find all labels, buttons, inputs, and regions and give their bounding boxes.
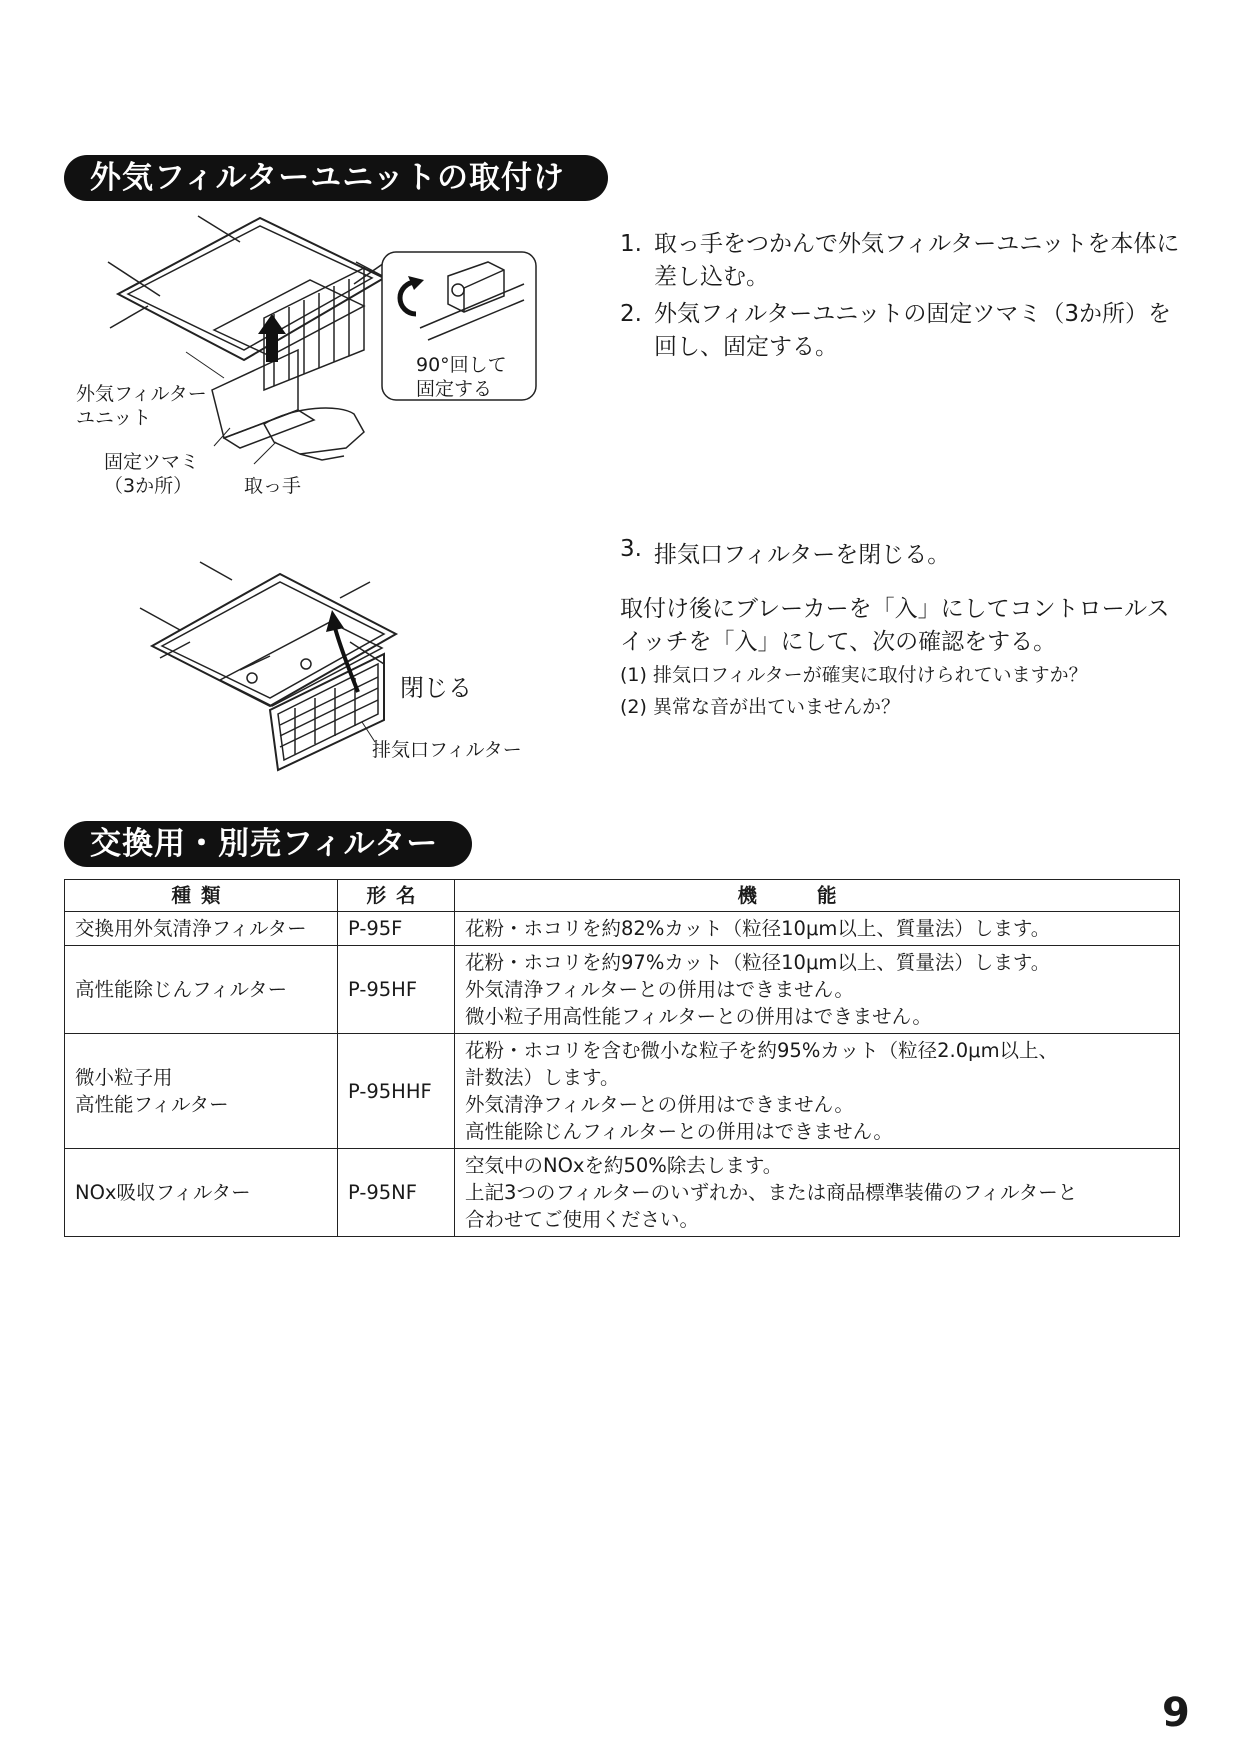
header-function: 機能 xyxy=(455,880,1180,912)
label-close: 閉じる xyxy=(400,674,472,702)
confirmation-block xyxy=(620,593,1180,723)
install-diagram xyxy=(64,210,554,510)
check-item-1: (1) 排気口フィルターが確実に取付けられていますか？ xyxy=(620,664,1088,686)
table-row xyxy=(65,1034,1180,1149)
cell-function: 花粉・ホコリを約82%カット（粒径10μm以上、質量法）します。 xyxy=(455,912,1180,946)
label-filter-unit: 外気フィルター ユニット xyxy=(76,383,207,429)
cell-type: NOx吸収フィルター xyxy=(65,1149,338,1237)
cell-model: P-95NF xyxy=(338,1149,455,1237)
label-handle: 取っ手 xyxy=(244,475,302,497)
section-title-filters: 交換用・別売フィルター xyxy=(64,821,472,867)
cell-type: 交換用外気清浄フィルター xyxy=(65,912,338,946)
close-exhaust-diagram xyxy=(120,560,540,780)
check-item-2: (2) 異常な音が出ていませんか？ xyxy=(620,696,900,718)
cell-function: 花粉・ホコリを約97%カット（粒径10μm以上、質量法）します。 外気清浄フィルターとの併用はできません。 微小粒子用高性能フィルターとの併用はできません。 xyxy=(455,946,1180,1034)
step-3: 3. 排気口フィルターを閉じる。 xyxy=(620,536,951,568)
header-model: 形名 xyxy=(338,880,455,912)
page-number: 9 xyxy=(1162,1690,1190,1736)
table-row xyxy=(65,912,1180,946)
cell-model: P-95HF xyxy=(338,946,455,1034)
step-1: 1. 取っ手をつかんで外気フィルターユニットを本体に差し込む。 xyxy=(620,231,1180,290)
cell-model: P-95HHF xyxy=(338,1034,455,1149)
table-row xyxy=(65,1149,1180,1237)
label-exhaust-filter: 排気口フィルター xyxy=(372,739,522,761)
confirmation-intro: 取付け後にブレーカーを「入」にしてコントロールスイッチを「入」にして、次の確認をする。 xyxy=(620,596,1170,655)
callout-turn-text: 90°回して 固定する xyxy=(416,354,507,400)
filter-table xyxy=(64,879,1180,1237)
section-title-install: 外気フィルターユニットの取付け xyxy=(64,155,608,201)
install-steps xyxy=(620,228,1180,368)
step-2: 2. 外気フィルターユニットの固定ツマミ（3か所）を回し、固定する。 xyxy=(620,301,1171,360)
table-header-row xyxy=(65,880,1180,912)
cell-function: 花粉・ホコリを含む微小な粒子を約95%カット（粒径2.0μm以上、 計数法）します。 外気清浄フィルターとの併用はできません。 高性能除じんフィルターとの併用はできません。 xyxy=(455,1034,1180,1149)
cell-model: P-95F xyxy=(338,912,455,946)
table-row xyxy=(65,946,1180,1034)
header-type: 種類 xyxy=(65,880,338,912)
cell-function: 空気中のNOxを約50%除去します。 上記3つのフィルターのいずれか、または商品標準装備のフィルターと 合わせてご使用ください。 xyxy=(455,1149,1180,1237)
cell-type: 高性能除じんフィルター xyxy=(65,946,338,1034)
label-fixing-knob: 固定ツマミ （3か所） xyxy=(104,451,200,497)
cell-type: 微小粒子用 高性能フィルター xyxy=(65,1034,338,1149)
